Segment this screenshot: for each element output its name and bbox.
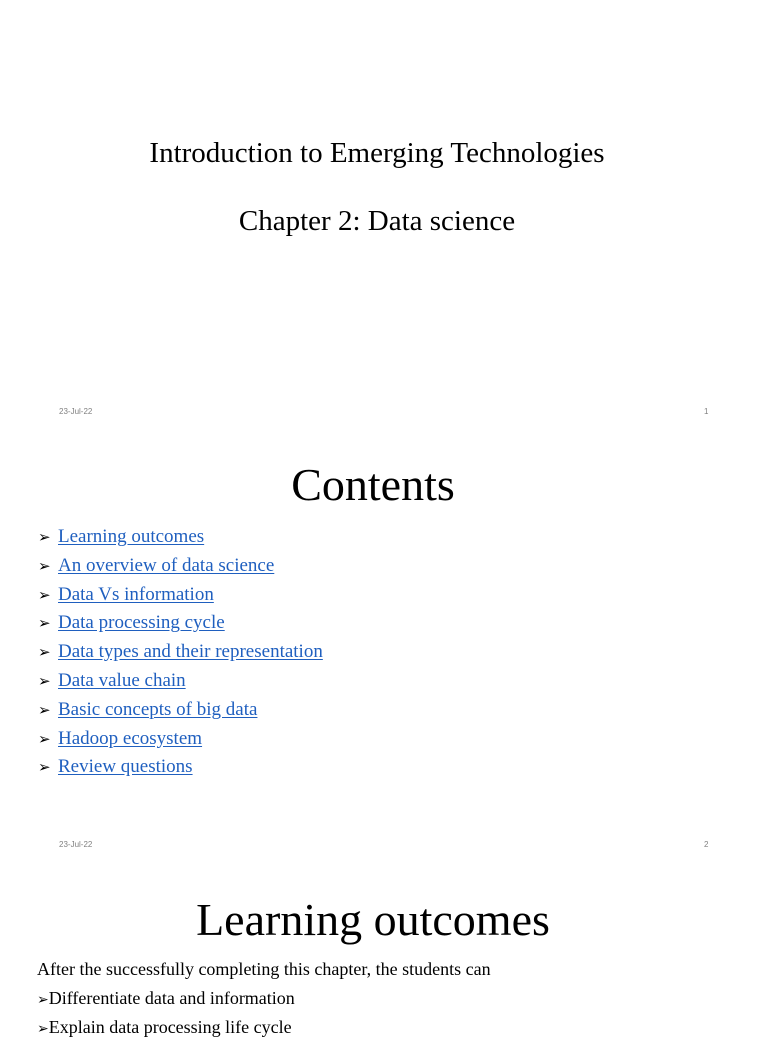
arrow-bullet-icon: ➢	[38, 671, 51, 690]
list-item	[38, 727, 323, 756]
list-item	[38, 525, 323, 554]
intro-text: After the successfully completing this chapter, the students can	[37, 959, 491, 979]
arrow-bullet-icon: ➢	[38, 700, 51, 719]
toc-link-hadoop[interactable]: Hadoop ecosystem	[58, 727, 203, 749]
list-item	[38, 755, 323, 784]
list-item	[38, 669, 323, 698]
slide-1	[0, 0, 768, 432]
arrow-bullet-icon: ➢	[38, 528, 51, 546]
arrow-bullet-icon: ➢	[38, 585, 51, 604]
outcome-text: Explain data processing life cycle	[48, 1017, 292, 1037]
list-item	[38, 698, 323, 727]
page-number: 2	[704, 840, 709, 849]
toc-link-value-chain[interactable]: Data value chain	[58, 669, 186, 691]
arrow-bullet-icon: ➢	[38, 614, 51, 633]
slide-heading: Learning outcomes	[196, 894, 550, 945]
slide-3	[0, 865, 768, 1037]
arrow-bullet-icon: ➢	[38, 556, 51, 575]
footer-date: 23-Jul-22	[59, 840, 93, 849]
list-item	[38, 583, 323, 612]
toc-link-data-types[interactable]: Data types and their representation	[58, 641, 323, 663]
toc-link-review-questions[interactable]: Review questions	[58, 756, 193, 778]
toc-link-overview[interactable]: An overview of data science	[58, 554, 275, 576]
list-item	[38, 554, 323, 583]
slide-heading: Contents	[291, 459, 455, 510]
slide-2	[0, 432, 768, 865]
slide-subtitle: Chapter 2: Data science	[238, 205, 516, 237]
arrow-bullet-icon: ➢	[38, 758, 51, 777]
toc-link-processing-cycle[interactable]: Data processing cycle	[58, 612, 225, 634]
toc-link-learning-outcomes[interactable]: Learning outcomes	[58, 526, 205, 547]
list-item	[38, 611, 323, 640]
arrow-bullet-icon: ➢	[38, 729, 51, 748]
footer-date: 23-Jul-22	[59, 407, 93, 416]
contents-list	[38, 525, 323, 784]
list-item	[37, 1017, 292, 1038]
toc-link-data-vs-information[interactable]: Data Vs information	[58, 583, 214, 605]
arrow-bullet-icon: ➢	[37, 992, 49, 1008]
arrow-bullet-icon: ➢	[37, 1021, 49, 1037]
list-item	[38, 640, 323, 669]
toc-link-big-data[interactable]: Basic concepts of big data	[58, 698, 258, 720]
arrow-bullet-icon: ➢	[38, 643, 51, 662]
outcome-text: Differentiate data and information	[48, 988, 295, 1008]
list-item	[37, 988, 295, 1009]
page-number: 1	[704, 407, 709, 416]
slide-title: Introduction to Emerging Technologies	[149, 137, 605, 169]
